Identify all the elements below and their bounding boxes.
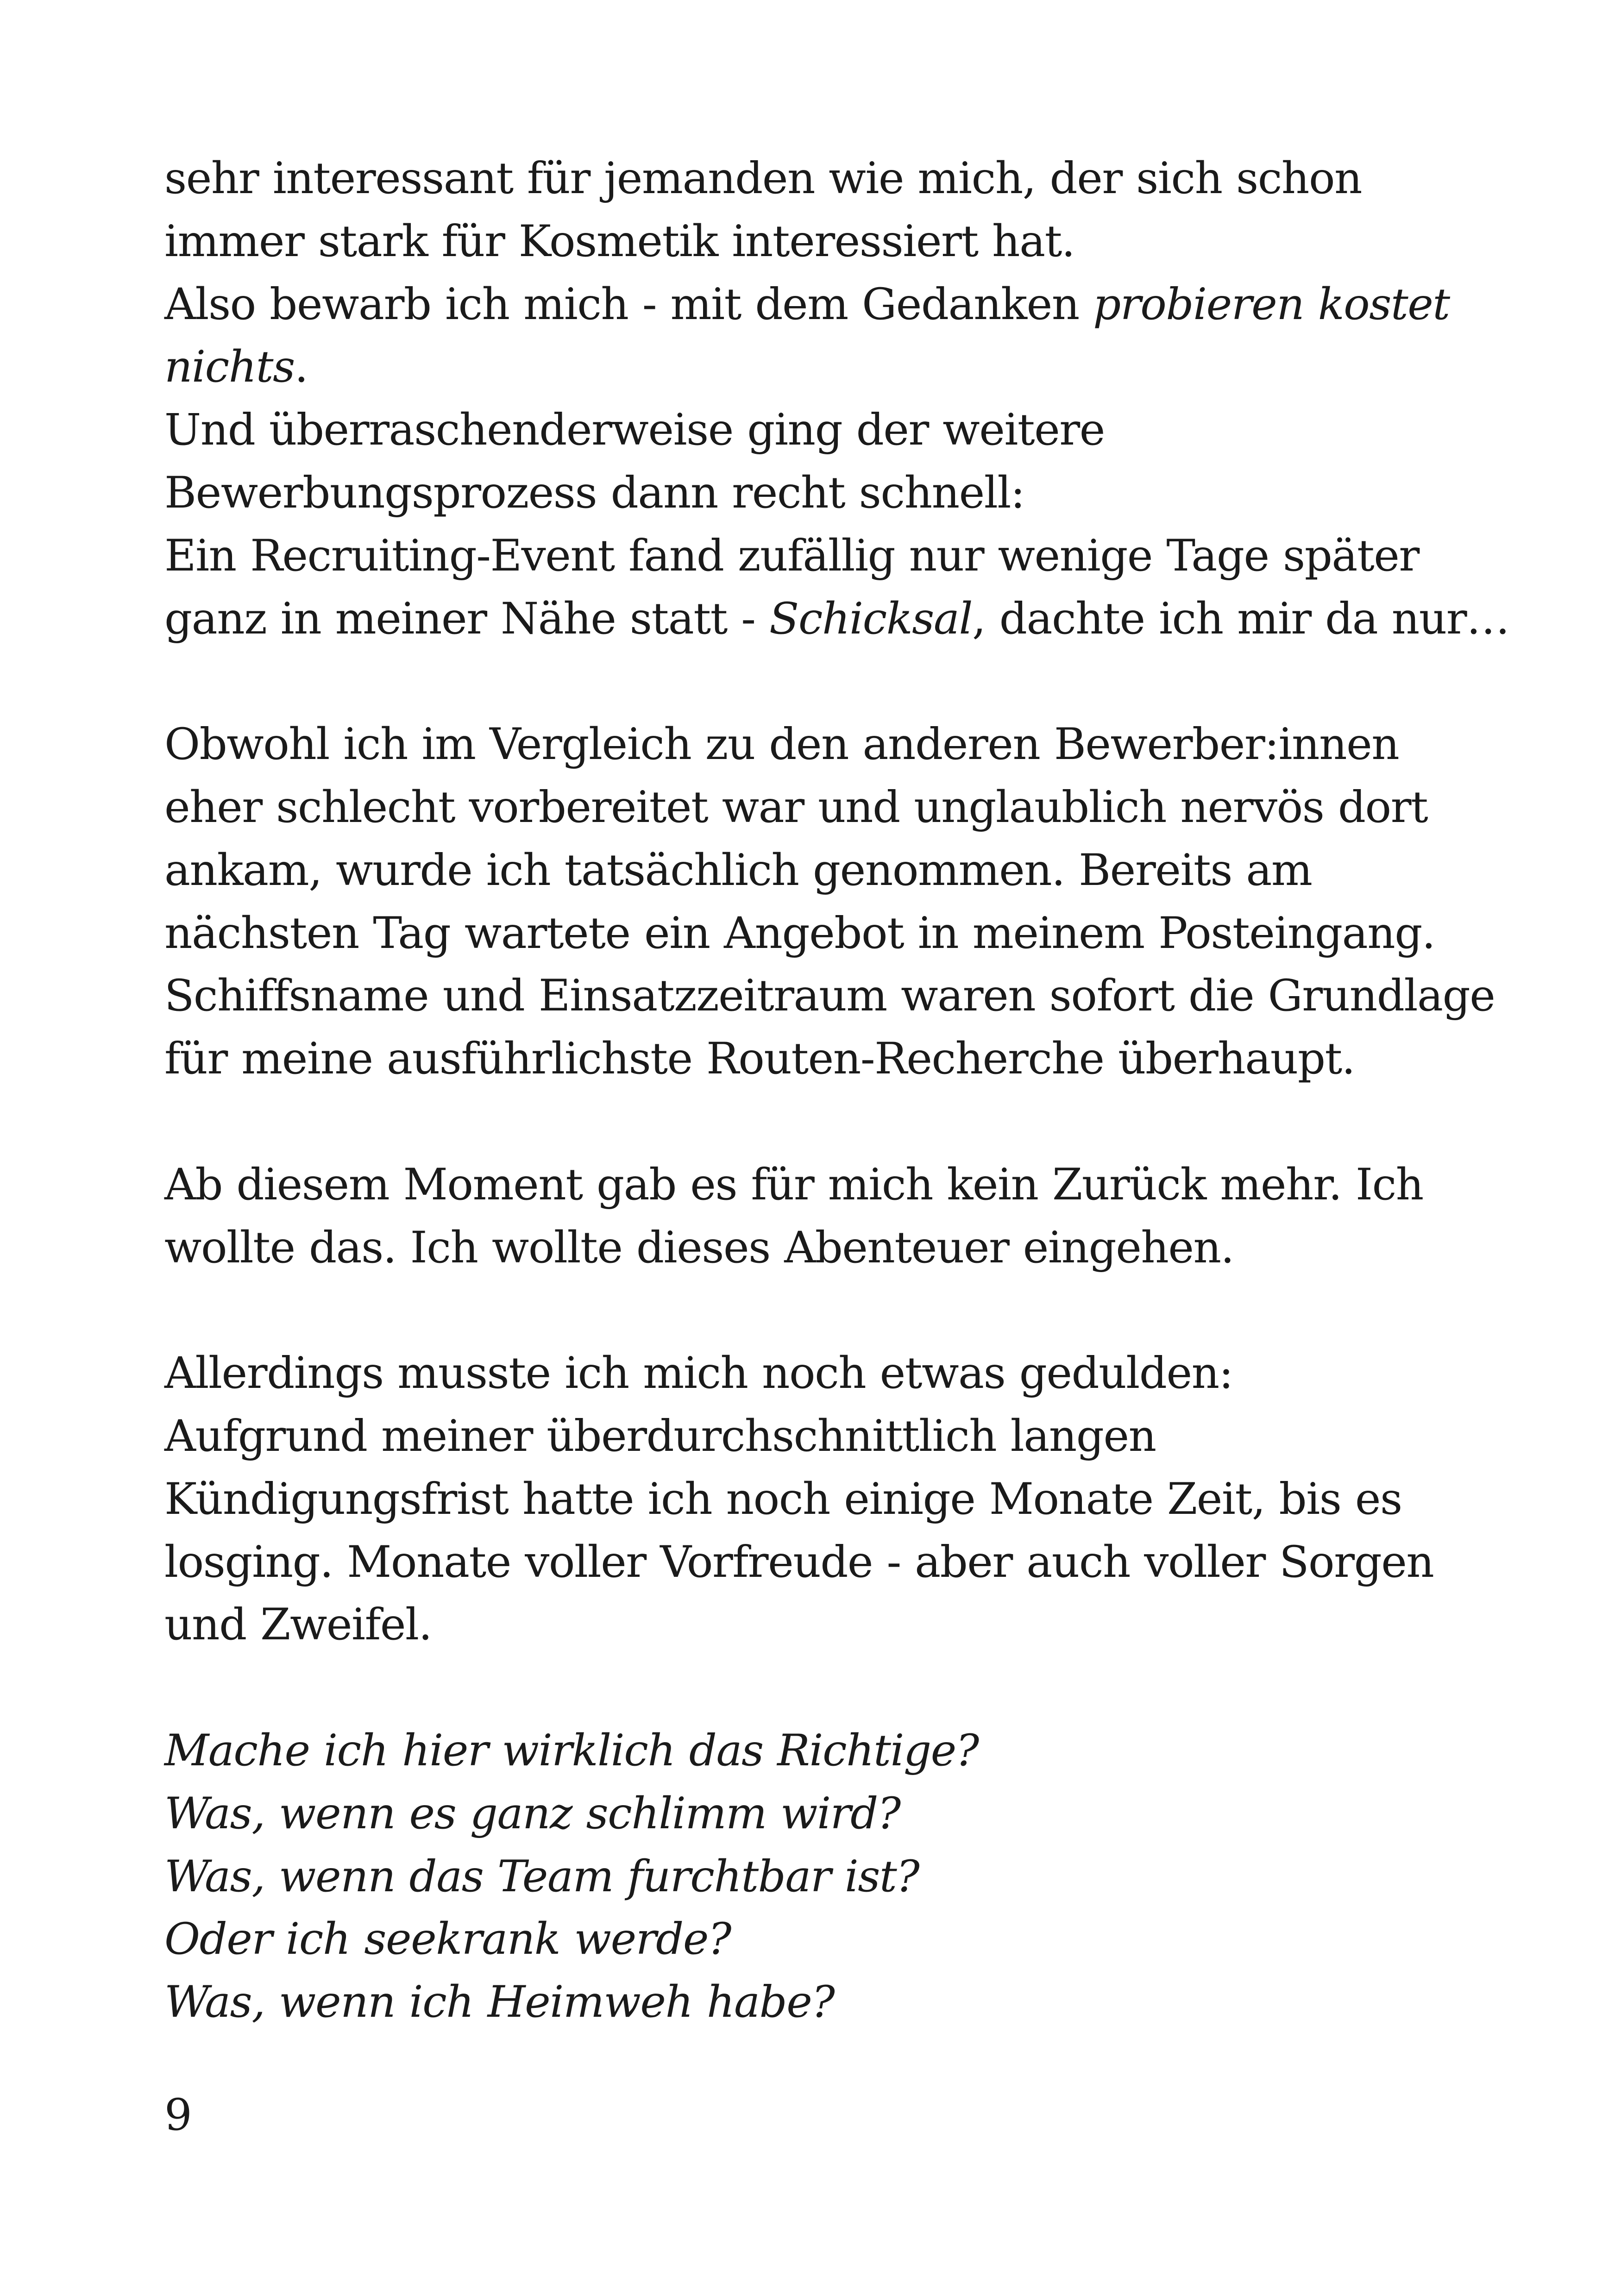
- text-line: Also bewarb ich mich - mit dem Gedanken probieren kostet: [164, 279, 1450, 330]
- text-line: Aufgrund meiner überdurchschnittlich langen: [164, 1411, 1156, 1462]
- text-line: wollte das. Ich wollte dieses Abenteuer eingehen.: [164, 1222, 1234, 1273]
- italic-phrase: probieren kostet: [1093, 279, 1450, 330]
- paragraph-gap: [164, 1279, 1508, 1342]
- text-line: Ab diesem Moment gab es für mich kein Zurück mehr. Ich: [164, 1159, 1423, 1210]
- text-line: Kündigungsfrist hatte ich noch einige Monate Zeit, bis es: [164, 1474, 1402, 1524]
- italic-phrase: Schicksal: [769, 593, 973, 644]
- question-line: Mache ich hier wirklich das Richtige?: [164, 1725, 979, 1776]
- text-line: Schiffsname und Einsatzzeitraum waren sofort die Grundlage: [164, 971, 1495, 1022]
- text-line: ankam, wurde ich tatsächlich genommen. Bereits am: [164, 845, 1312, 896]
- text-line: eher schlecht vorbereitet war und unglaublich nervös dort: [164, 782, 1428, 833]
- question-line: Was, wenn das Team furchtbar ist?: [164, 1851, 919, 1902]
- text-line: losging. Monate voller Vorfreude - aber auch voller Sorgen: [164, 1537, 1434, 1587]
- italic-phrase: nichts: [164, 342, 295, 393]
- text-line: Ein Recruiting-Event fand zufällig nur wenige Tage später: [164, 530, 1419, 581]
- text-line: ganz in meiner Nähe statt - Schicksal, dachte ich mir da nur…: [164, 593, 1509, 644]
- question-line: Was, wenn ich Heimweh habe?: [164, 1977, 835, 2028]
- text-line: Obwohl ich im Vergleich zu den anderen Bewerber:innen: [164, 719, 1399, 770]
- text-line: Bewerbungsprozess dann recht schnell:: [164, 467, 1025, 518]
- question-line: Oder ich seekrank werde?: [164, 1914, 731, 1965]
- text-line: immer stark für Kosmetik interessiert hat.: [164, 216, 1075, 267]
- paragraph-gap: [164, 650, 1508, 713]
- paragraph-gap: [164, 1656, 1508, 1719]
- text-line: nächsten Tag wartete ein Angebot in meinem Posteingang.: [164, 908, 1435, 959]
- text-line: Und überraschenderweise ging der weitere: [164, 405, 1105, 456]
- text-line: und Zweifel.: [164, 1600, 432, 1650]
- text-line: Allerdings musste ich mich noch etwas gedulden:: [164, 1348, 1233, 1399]
- body-text: [164, 147, 1508, 2034]
- paragraph-gap: [164, 1091, 1508, 1154]
- text-line: nichts.: [164, 342, 308, 393]
- text-line: sehr interessant für jemanden wie mich, der sich schon: [164, 153, 1362, 204]
- question-line: Was, wenn es ganz schlimm wird?: [164, 1788, 900, 1839]
- page-number: 9: [164, 2090, 192, 2140]
- text-line: für meine ausführlichste Routen-Recherche überhaupt.: [164, 1034, 1355, 1085]
